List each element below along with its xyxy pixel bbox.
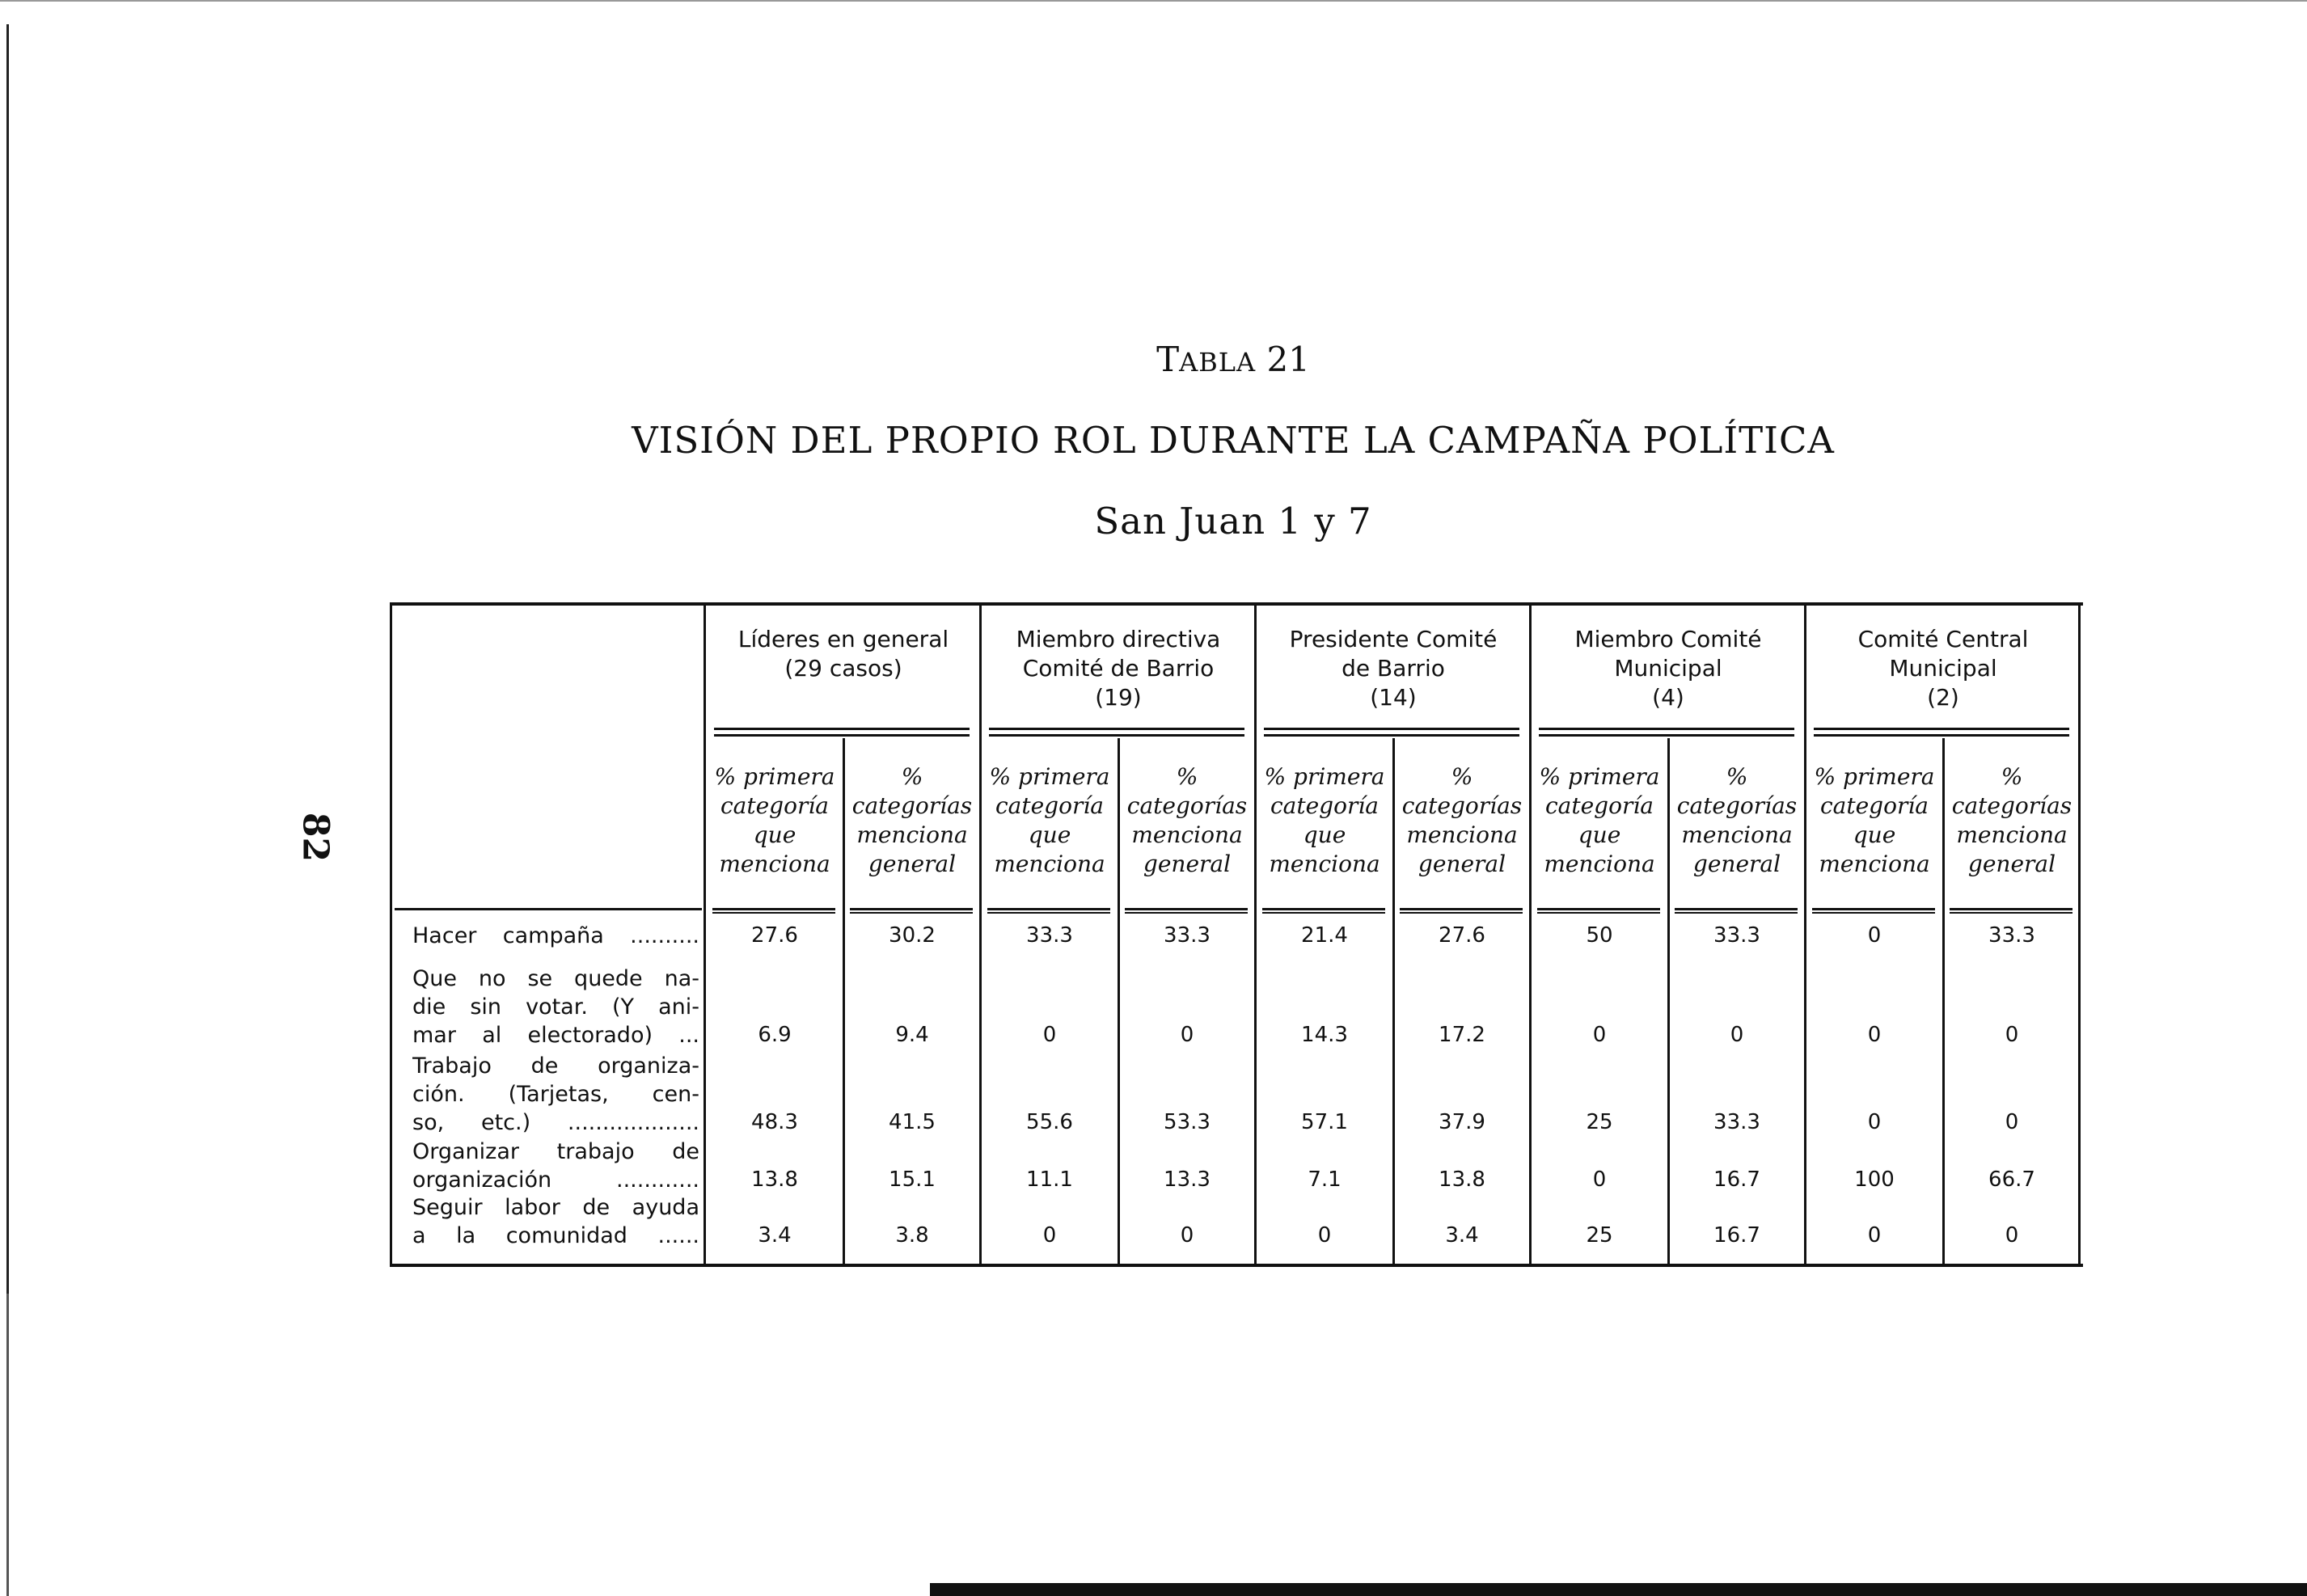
subheader-rule [1125, 912, 1248, 914]
table-cell-value: 13.8 [751, 1167, 798, 1192]
table-cell-value: 100 [1854, 1167, 1895, 1192]
subcolumn-header-line: menciona [1406, 821, 1518, 848]
table-cell-value: 25 [1586, 1223, 1613, 1248]
subcolumn-header-line: menciona [1544, 851, 1655, 877]
row-label-line: ción. (Tarjetas, cen- [412, 1082, 699, 1107]
table-cell-value: 0 [1180, 1223, 1194, 1248]
group-header-line: Miembro directiva [1016, 626, 1221, 652]
subcolumn-header [1118, 762, 1256, 879]
table-cell-value: 48.3 [751, 1110, 798, 1134]
table-cell-value: 0 [1180, 1023, 1194, 1047]
group-header [1806, 625, 2081, 712]
group-double-rule [1814, 734, 2069, 737]
subcolumn-header-line: menciona [1681, 821, 1793, 848]
table-cell-value: 37.9 [1439, 1110, 1485, 1134]
subcolumn-header-line: % [901, 763, 923, 790]
table-cell-value: 33.3 [1988, 923, 2035, 948]
table-cell-value: 53.3 [1164, 1110, 1211, 1134]
subcolumn-header-line: % primera [1539, 763, 1660, 790]
table-cell-value: 27.6 [1439, 923, 1485, 948]
table-cell-value: 0 [1867, 1110, 1882, 1134]
table-cell-value: 50 [1586, 923, 1613, 948]
subcolumn-header-line: menciona [994, 851, 1105, 877]
subcolumn-header-line: general [1143, 851, 1232, 877]
table-cell-value: 17.2 [1439, 1023, 1485, 1047]
subheader-rule [712, 908, 835, 910]
group-header [981, 625, 1256, 712]
row-label [412, 922, 699, 950]
table-cell-value: 33.3 [1713, 923, 1760, 948]
subheader-rule [1537, 908, 1660, 910]
subcolumn-header-line: menciona [719, 851, 830, 877]
page-left-edge-lower [6, 1294, 9, 1596]
table-cell-value: 0 [1592, 1023, 1607, 1047]
subcolumn-header [1393, 762, 1531, 879]
subcolumn-header-line: menciona [1819, 851, 1930, 877]
table-cell-value: 0 [2005, 1023, 2019, 1047]
table-cell-value: 33.3 [1713, 1110, 1760, 1134]
group-double-rule [714, 734, 970, 737]
table-cell-value: 33.3 [1026, 923, 1073, 948]
table-cell-value: 16.7 [1713, 1167, 1760, 1192]
subcolumn-header [1668, 762, 1806, 879]
subcolumn-header [1943, 762, 2081, 879]
group-header-line: Municipal [1614, 655, 1722, 682]
group-header-line: (14) [1370, 684, 1417, 711]
table-cell-value: 3.4 [1445, 1223, 1479, 1248]
table-cell-value: 3.8 [895, 1223, 929, 1248]
subcolumn-header-line: categorías [1126, 792, 1248, 819]
subcolumn-header-line: general [868, 851, 957, 877]
subheader-rule [850, 912, 973, 914]
subcolumn-header-line: menciona [1956, 821, 2068, 848]
table-cell-value: 25 [1586, 1110, 1613, 1134]
table-cell-value: 0 [1867, 1023, 1882, 1047]
table-cell-value: 27.6 [751, 923, 798, 948]
subheader-rule [1400, 908, 1523, 910]
subcolumn-header-line: categoría [720, 792, 829, 819]
table-title: VISIÓN DEL PROPIO ROL DURANTE LA CAMPAÑA POLÍTICA [632, 419, 1835, 462]
subcolumn-header-line: % [1176, 763, 1198, 790]
table-cell-value: 15.1 [889, 1167, 936, 1192]
subheader-rule [1675, 912, 1798, 914]
group-header-line: Municipal [1889, 655, 1997, 682]
group-header [706, 625, 981, 712]
row-label-line: a la comunidad ...... [412, 1223, 699, 1248]
data-table [390, 602, 2083, 1267]
row-label-line: Seguir labor de ayuda [412, 1195, 699, 1220]
table-cell-value: 7.1 [1308, 1167, 1342, 1192]
row-label-line: Hacer campaña .......... [412, 923, 699, 948]
row-label [412, 1193, 699, 1250]
group-header [1256, 625, 1531, 712]
group-double-rule [1539, 728, 1794, 730]
subcolumn-header [843, 762, 981, 879]
page-left-edge [6, 24, 9, 1310]
table-cell-value: 11.1 [1026, 1167, 1073, 1192]
table-cell-value: 33.3 [1164, 923, 1211, 948]
table-cell-value: 6.9 [758, 1023, 792, 1047]
subcolumn-header [1806, 762, 1943, 879]
subcolumn-header-line: menciona [1131, 821, 1243, 848]
group-header-line: (29 casos) [784, 655, 902, 682]
subheader-rule [712, 912, 835, 914]
group-double-rule [989, 728, 1244, 730]
group-header-line [706, 683, 981, 712]
subcolumn-header-line: menciona [1269, 851, 1380, 877]
row-label-line: die sin votar. (Y ani- [412, 994, 699, 1020]
subcolumn-header-line: que [1578, 821, 1621, 848]
subcolumn-header-line: % [1726, 763, 1748, 790]
row-label-line: Que no se quede na- [412, 966, 699, 991]
row-label [412, 965, 699, 1049]
row-label-line: Trabajo de organiza- [412, 1053, 699, 1079]
table-cell-value: 9.4 [895, 1023, 929, 1047]
table-label-number: 21 [1266, 340, 1310, 379]
subcolumn-header-line: general [1692, 851, 1781, 877]
table-cell-value: 0 [1042, 1223, 1057, 1248]
table-cell-value: 0 [1730, 1023, 1744, 1047]
label-column-rule [395, 908, 702, 910]
subheader-rule [1950, 912, 2072, 914]
table-label-rest: ABLA [1179, 347, 1257, 378]
subcolumn-header-line: general [1418, 851, 1506, 877]
group-header-line: Miembro Comité [1574, 626, 1762, 652]
subheader-rule [1675, 908, 1798, 910]
subheader-rule [1400, 912, 1523, 914]
subcolumn-header-line: categorías [1401, 792, 1523, 819]
group-header-line: (19) [1095, 684, 1142, 711]
subheader-rule [1262, 912, 1385, 914]
group-header [1531, 625, 1806, 712]
subcolumn-header-line: categorías [851, 792, 973, 819]
group-double-rule [989, 734, 1244, 737]
subheader-rule [1262, 908, 1385, 910]
subcolumn-header-line: categoría [1270, 792, 1379, 819]
row-label [412, 1052, 699, 1137]
subheader-rule [1537, 912, 1660, 914]
subcolumn-header-line: general [1967, 851, 2056, 877]
table-subtitle: San Juan 1 y 7 [1094, 500, 1372, 543]
table-left-border [390, 602, 392, 1267]
group-double-rule [1264, 728, 1519, 730]
table-cell-value: 16.7 [1713, 1223, 1760, 1248]
subheader-rule [987, 908, 1110, 910]
table-top-rule [390, 602, 2083, 606]
table-cell-value: 0 [1867, 923, 1882, 948]
table-cell-value: 41.5 [889, 1110, 936, 1134]
subcolumn-header [1531, 762, 1668, 879]
subcolumn-header-line: que [753, 821, 796, 848]
subcolumn-header-line: % primera [989, 763, 1110, 790]
subcolumn-header-line: % primera [1264, 763, 1385, 790]
group-double-rule [1539, 734, 1794, 737]
table-cell-value: 30.2 [889, 923, 936, 948]
table-cell-value: 0 [2005, 1110, 2019, 1134]
table-label [404, 340, 2062, 379]
row-label [412, 1138, 699, 1194]
page-number: 82 [294, 812, 336, 863]
group-header-line: Comité Central [1857, 626, 2029, 652]
table-cell-value: 13.8 [1439, 1167, 1485, 1192]
subheader-rule [1812, 908, 1935, 910]
subcolumn-header-line: categoría [1819, 792, 1929, 819]
subcolumn-header-line: categoría [1544, 792, 1654, 819]
subheader-rule [1950, 908, 2072, 910]
group-double-rule [1264, 734, 1519, 737]
subheader-rule [987, 912, 1110, 914]
table-cell-value: 0 [2005, 1223, 2019, 1248]
group-double-rule [714, 728, 970, 730]
subcolumn-header-line: que [1303, 821, 1346, 848]
subcolumn-header-line: menciona [856, 821, 968, 848]
group-double-rule [1814, 728, 2069, 730]
page-top-edge [0, 0, 2307, 2]
table-label-cap: T [1156, 340, 1180, 379]
table-cell-value: 57.1 [1301, 1110, 1348, 1134]
table-cell-value: 0 [1867, 1223, 1882, 1248]
table-cell-value: 55.6 [1026, 1110, 1073, 1134]
subcolumn-header [706, 762, 843, 879]
subcolumn-header-line: % primera [1814, 763, 1935, 790]
row-label-line: so, etc.) ................... [412, 1110, 699, 1135]
table-cell-value: 14.3 [1301, 1023, 1348, 1047]
group-header-line: de Barrio [1342, 655, 1445, 682]
subcolumn-header-line: que [1028, 821, 1071, 848]
subcolumn-header-line: categorías [1676, 792, 1798, 819]
table-cell-value: 0 [1317, 1223, 1332, 1248]
row-label-line: organización ............ [412, 1167, 699, 1193]
table-cell-value: 0 [1592, 1167, 1607, 1192]
subheader-rule [1125, 908, 1248, 910]
group-header-line: (4) [1652, 684, 1684, 711]
subcolumn-header-line: categoría [995, 792, 1104, 819]
group-header-line: Presidente Comité [1289, 626, 1498, 652]
subcolumn-header-line: % [1451, 763, 1473, 790]
group-header-line: Líderes en general [737, 626, 949, 652]
table-cell-value: 13.3 [1164, 1167, 1211, 1192]
subheader-rule [850, 908, 973, 910]
subcolumn-header-line: que [1853, 821, 1896, 848]
row-label-line: Organizar trabajo de [412, 1139, 699, 1164]
table-cell-value: 3.4 [758, 1223, 792, 1248]
subcolumn-header-line: categorías [1951, 792, 2072, 819]
subcolumn-header-line: % [2001, 763, 2023, 790]
subcolumn-header [1256, 762, 1393, 879]
group-header-line: Comité de Barrio [1022, 655, 1215, 682]
row-label-line: mar al electorado) ... [412, 1023, 699, 1048]
group-header-line: (2) [1927, 684, 1959, 711]
subcolumn-header [981, 762, 1118, 879]
table-cell-value: 0 [1042, 1023, 1057, 1047]
page-bottom-edge [930, 1583, 2307, 1596]
subheader-rule [1812, 912, 1935, 914]
table-cell-value: 21.4 [1301, 923, 1348, 948]
table-cell-value: 66.7 [1988, 1167, 2035, 1192]
subcolumn-header-line: % primera [714, 763, 835, 790]
table-bottom-rule [390, 1264, 2083, 1267]
